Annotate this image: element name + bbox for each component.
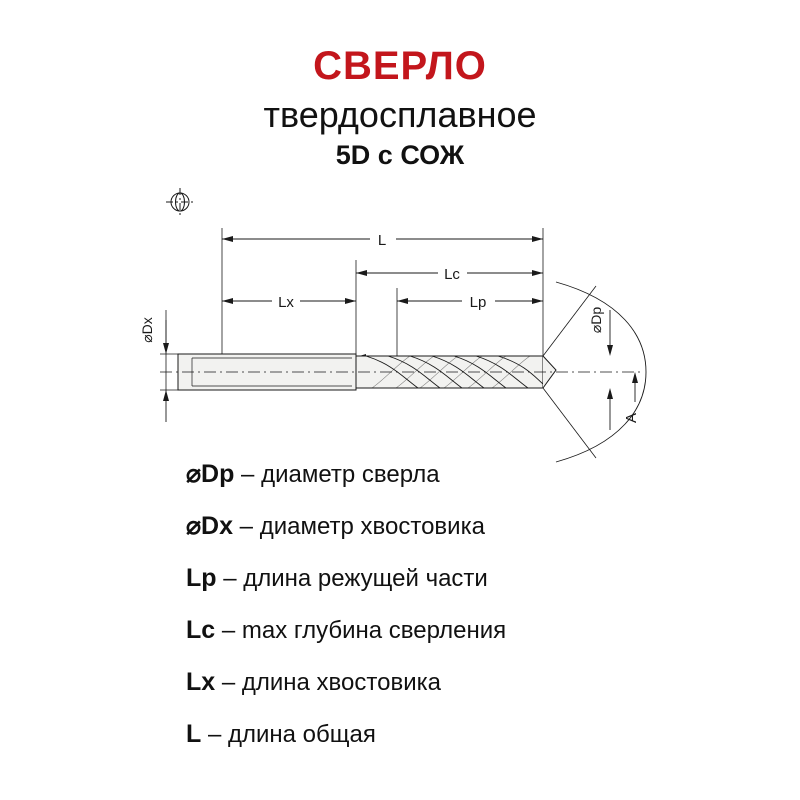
- legend-text-Dp: – диаметр сверла: [234, 461, 440, 488]
- legend-list: [186, 462, 786, 774]
- page-title: СВЕРЛО: [313, 44, 487, 88]
- legend-item-Lc: [186, 618, 786, 670]
- diameter-label-Dx: ⌀Dx: [139, 317, 155, 343]
- technical-drawing: [0, 160, 800, 470]
- legend-symbol-Dx: ⌀Dx: [186, 512, 234, 540]
- diameter-label-Dp: ⌀Dp: [588, 306, 604, 334]
- legend-symbol-L: L: [186, 720, 202, 748]
- page-subtitle-1: твердосплавное: [263, 94, 537, 135]
- title-block: [0, 46, 800, 171]
- legend-item-L: [186, 722, 786, 774]
- legend-item-Dp: [186, 462, 786, 514]
- dimension-label-Lx: Lx: [278, 294, 294, 311]
- page-subtitle-2: 5D с СОЖ: [335, 140, 465, 170]
- dimension-label-Lc: Lc: [444, 266, 460, 283]
- diameter-dimension-Dp: [607, 310, 613, 430]
- legend-text-Lp: – длина режущей части: [216, 565, 488, 592]
- legend-text-Dx: – диаметр хвостовика: [233, 513, 485, 540]
- legend-item-Lp: [186, 566, 786, 618]
- dimension-label-L: L: [377, 232, 387, 249]
- legend-text-Lc: – max глубина сверления: [215, 617, 507, 644]
- legend-text-L: – длина общая: [201, 721, 376, 748]
- legend-symbol-Dp: ⌀Dp: [186, 460, 235, 488]
- legend-symbol-Lx: Lx: [186, 668, 216, 696]
- first-angle-projection-symbol: [166, 188, 194, 216]
- drill-drawing-svg: [0, 160, 800, 470]
- legend-symbol-Lc: Lc: [186, 616, 216, 644]
- dimension-label-Lp: Lp: [469, 294, 487, 311]
- legend-item-Dx: [186, 514, 786, 566]
- drill-body: [160, 354, 640, 390]
- legend-symbol-Lp: Lp: [186, 564, 217, 592]
- angle-label-A: A: [623, 412, 640, 424]
- legend-text-Lx: – длина хвостовика: [215, 669, 441, 696]
- legend-item-Lx: [186, 670, 786, 722]
